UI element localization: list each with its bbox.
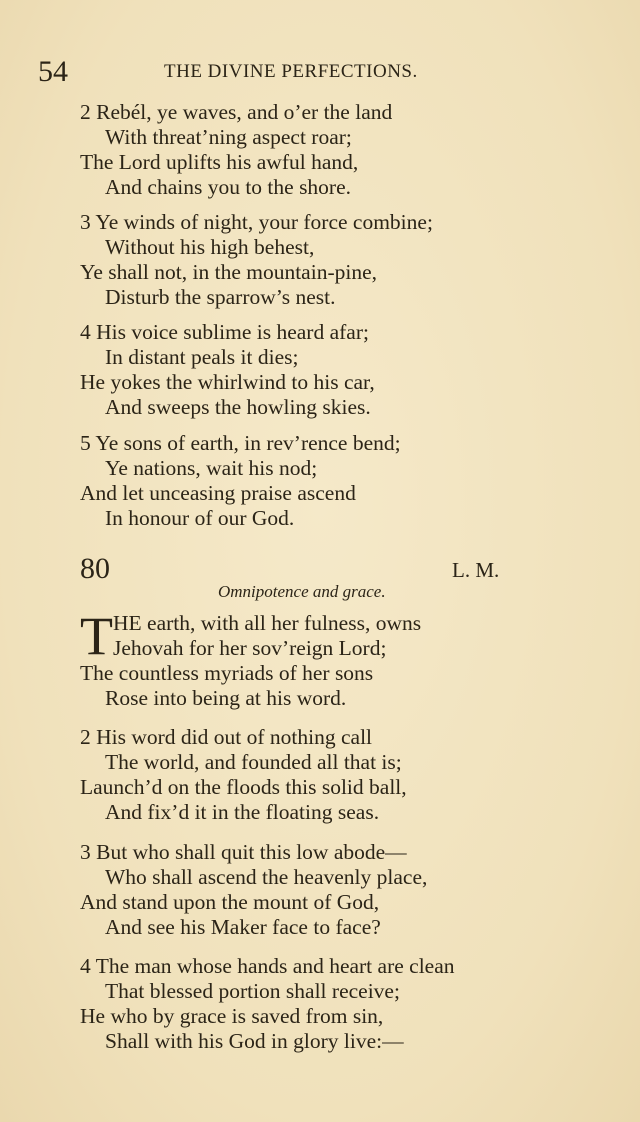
verse-line: And fix’d it in the floating seas. [105, 800, 380, 824]
verse-line: The world, and founded all that is; [105, 750, 402, 774]
verse-line: 2 His word did out of nothing call [80, 725, 373, 749]
verse-line: Disturb the sparrow’s nest. [105, 285, 336, 309]
verse-line: 3 But who shall quit this low abode— [80, 840, 407, 864]
verse-line: 4 The man whose hands and heart are clean [80, 954, 455, 978]
drop-cap: T [80, 606, 113, 666]
verse-line: And let unceasing praise ascend [80, 481, 356, 505]
running-title: THE DIVINE PERFECTIONS. [164, 61, 418, 82]
verse-line: The countless myriads of her sons [80, 661, 374, 685]
verse-line: Ye shall not, in the mountain-pine, [80, 260, 378, 284]
verse-line: Shall with his God in glory live:— [105, 1029, 404, 1053]
page-number: 54 [38, 55, 68, 88]
verse-line: He yokes the whirlwind to his car, [80, 370, 375, 394]
stanza [80, 100, 392, 200]
verse-line: Jehovah for her sov’reign Lord; [113, 636, 387, 660]
hymn-number: 80 [80, 552, 110, 585]
verse-line: 3 Ye winds of night, your force combine; [80, 210, 433, 234]
verse-line: And chains you to the shore. [105, 175, 352, 199]
verse-line: Rose into being at his word. [105, 686, 347, 710]
verse-line: Ye nations, wait his nod; [105, 456, 318, 480]
stanza [80, 431, 401, 531]
verse-line: Launch’d on the floods this solid ball, [80, 775, 407, 799]
verse-line: The Lord uplifts his awful hand, [80, 150, 359, 174]
verse-line: 5 Ye sons of earth, in rev’rence bend; [80, 431, 401, 455]
verse-line: And see his Maker face to face? [105, 915, 381, 939]
verse-line: 4 His voice sublime is heard afar; [80, 320, 369, 344]
stanza [80, 320, 375, 420]
verse-line: With threat’ning aspect roar; [105, 125, 352, 149]
stanza [80, 606, 422, 711]
stanza [80, 725, 407, 825]
verse-line: He who by grace is saved from sin, [80, 1004, 384, 1028]
verse-line: That blessed portion shall receive; [105, 979, 400, 1003]
hymn-meter: L. M. [452, 558, 500, 582]
verse-line: Without his high behest, [105, 235, 315, 259]
verse-line: Who shall ascend the heavenly place, [105, 865, 428, 889]
verse-line: 2 Rebél, ye waves, and o’er the land [80, 100, 393, 124]
verse-line: In distant peals it dies; [105, 345, 299, 369]
stanza [80, 840, 427, 940]
verse-line: And sweeps the howling skies. [105, 395, 371, 419]
hymn-subtitle: Omnipotence and grace. [218, 582, 386, 601]
verse-line: In honour of our God. [105, 506, 295, 530]
stanza [80, 210, 433, 310]
verse-line: HE earth, with all her fulness, owns [113, 611, 422, 635]
verse-line: And stand upon the mount of God, [80, 890, 380, 914]
stanza [80, 954, 455, 1054]
